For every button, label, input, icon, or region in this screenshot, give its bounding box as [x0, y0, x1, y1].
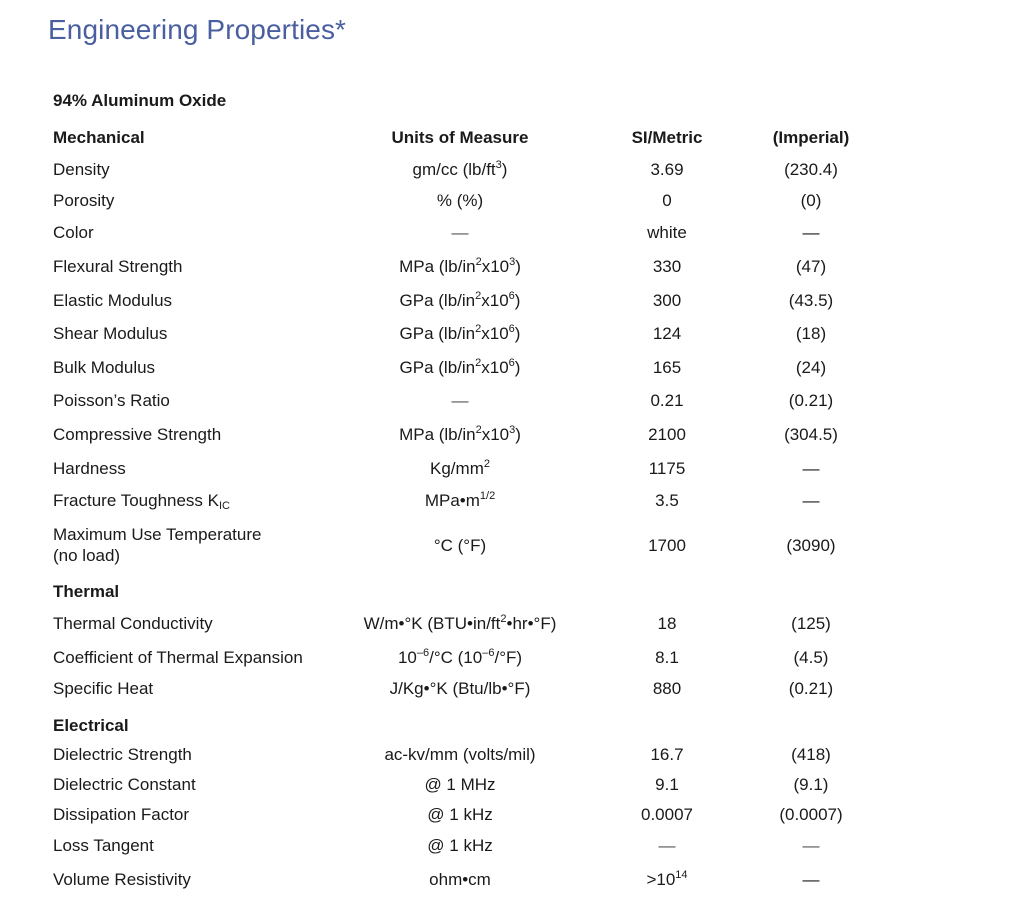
column-units: Units of Measure [391, 128, 529, 147]
material-name: 94% Aluminum Oxide [53, 91, 227, 110]
property-name: Density [53, 160, 110, 179]
si-value: 880 [652, 679, 682, 698]
unit: MPa $(lb/in^2x10^3)$ [399, 424, 521, 444]
unit: GPa $(lb/in^2x10^6)$ [399, 323, 521, 343]
property-name: Hardness [53, 459, 126, 478]
imperial-value: (0.21) [788, 679, 834, 698]
imperial-value: — [802, 459, 820, 478]
imperial-value: (125) [791, 614, 831, 633]
imperial-value: (0.21) [788, 391, 834, 410]
property-name: Porosity [53, 191, 115, 210]
imperial-value: (47) [795, 257, 827, 276]
si-value: 2100 [648, 425, 686, 444]
property-name: Maximum Use Temperature (no load) [53, 525, 262, 565]
imperial-value: (304.5) [784, 425, 838, 444]
si-value: $>10^{14}$ [646, 869, 688, 889]
unit: GPa $(lb/in^2x10^6)$ [399, 357, 521, 377]
property-name: Dielectric Strength [53, 745, 192, 764]
imperial-value: (418) [791, 745, 831, 764]
section-thermal: Thermal [53, 582, 120, 601]
si-value: 0.0007 [641, 805, 693, 824]
si-value: 330 [652, 257, 682, 276]
imperial-value: (0.0007) [779, 805, 843, 824]
si-value: 0.21 [650, 391, 684, 410]
imperial-value: (230.4) [784, 160, 838, 179]
property-name: Elastic Modulus [53, 291, 173, 310]
si-value: 18 [657, 614, 677, 633]
property-name: Dielectric Constant [53, 775, 196, 794]
imperial-value: (0) [800, 191, 822, 210]
unit: GPa $(lb/in^2x10^6)$ [399, 290, 521, 310]
property-name: Flexural Strength [53, 257, 183, 276]
property-name: Specific Heat [53, 679, 154, 698]
section-electrical: Electrical [53, 716, 129, 735]
imperial-value: (3090) [786, 536, 836, 555]
unit: $10^{-6}/^\circ C$ $(10^{-6}/^\circ F)$ [397, 647, 523, 667]
property-name: Fracture Toughness $K_{IC}$ [53, 491, 230, 512]
si-value: 3.5 [655, 491, 679, 510]
property-name: Color [53, 223, 94, 242]
property-name: Bulk Modulus [53, 358, 156, 377]
property-name: Volume Resistivity [53, 870, 191, 889]
property-name: Compressive Strength [53, 425, 222, 444]
unit: °C (°F) [433, 536, 487, 555]
unit: @ 1 MHz [424, 775, 496, 794]
column-si: SI/Metric [631, 128, 703, 147]
unit: @ 1 kHz [427, 805, 493, 824]
si-value: — [658, 836, 676, 855]
si-value: 1175 [648, 459, 686, 478]
unit: MPa $(lb/in^2x10^3)$ [399, 256, 521, 276]
imperial-value: (9.1) [793, 775, 829, 794]
si-value: 124 [652, 324, 682, 343]
section-mechanical: Mechanical [53, 128, 145, 147]
si-value: white [647, 223, 687, 242]
imperial-value: (43.5) [788, 291, 834, 310]
unit: — [451, 391, 469, 410]
imperial-value: — [802, 491, 820, 510]
imperial-value: — [802, 836, 820, 855]
property-name: Coefficient of Thermal Expansion [53, 648, 303, 667]
unit: $MPa•m^{1/2}$ [424, 490, 496, 510]
unit: W/m•°K $(BTU•in/ft^2•hr•^\circ F)$ [363, 613, 557, 633]
si-value: 1700 [648, 536, 686, 555]
property-name: Thermal Conductivity [53, 614, 213, 633]
unit: — [451, 223, 469, 242]
imperial-value: — [802, 870, 820, 889]
unit: ohm•cm [429, 870, 491, 889]
unit: J/Kg•°K (Btu/lb•°F) [389, 679, 531, 698]
unit: $Kg/mm^2$ [430, 458, 490, 478]
imperial-value: (18) [795, 324, 827, 343]
unit: ac-kv/mm (volts/mil) [384, 745, 536, 764]
unit: % (%) [436, 191, 484, 210]
unit: gm/cc $(lb/ft^3)$ [412, 159, 508, 179]
si-value: 300 [652, 291, 682, 310]
property-name: Poisson’s Ratio [53, 391, 170, 410]
property-name: Loss Tangent [53, 836, 154, 855]
imperial-value: (4.5) [793, 648, 829, 667]
si-value: 8.1 [655, 648, 679, 667]
property-name: Dissipation Factor [53, 805, 190, 824]
si-value: 0 [662, 191, 672, 210]
column-imperial: (Imperial) [772, 128, 850, 147]
imperial-value: (24) [795, 358, 827, 377]
si-value: 9.1 [655, 775, 679, 794]
imperial-value: — [802, 223, 820, 242]
page-title: Engineering Properties* [48, 14, 347, 45]
si-value: 3.69 [650, 160, 684, 179]
property-name: Shear Modulus [53, 324, 168, 343]
si-value: 165 [652, 358, 682, 377]
si-value: 16.7 [650, 745, 684, 764]
unit: @ 1 kHz [427, 836, 493, 855]
